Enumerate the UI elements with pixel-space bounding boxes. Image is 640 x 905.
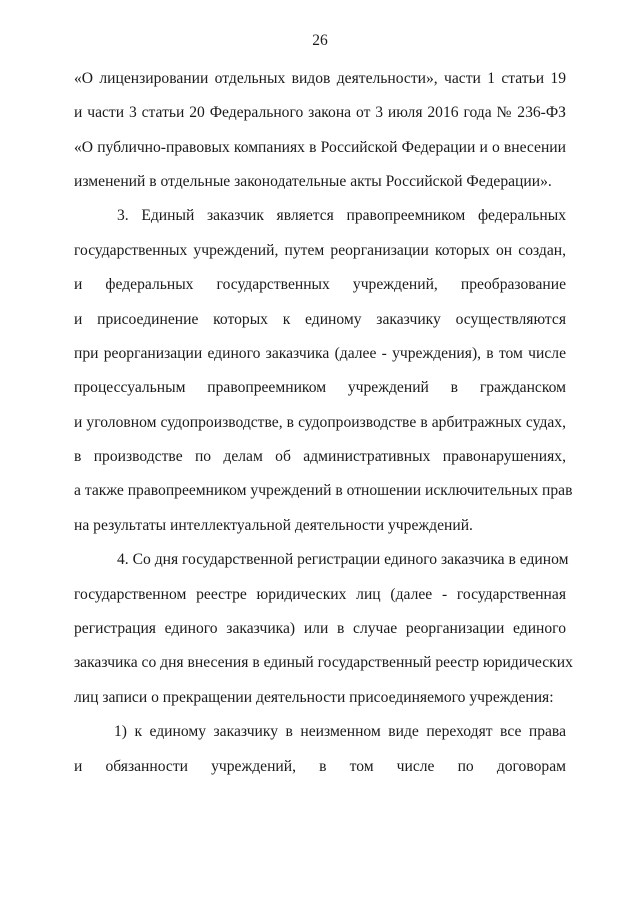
paragraph-start: 4. Со дня государственной регистрации единого заказчика в едином [117,551,569,568]
text-line: и присоединение которых к единому заказчику осуществляются [74,311,566,328]
text-line: и части 3 статьи 20 Федерального закона от 3 июля 2016 года № 236-ФЗ [74,104,566,121]
list-item-start: 1) к единому заказчику в неизменном виде переходят все права [114,723,566,740]
text-line: изменений в отдельные законодательные акты Российской Федерации». [74,173,552,190]
text-line: и федеральных государственных учреждений, преобразование [74,276,566,293]
text-line: в производстве по делам об административных правонарушениях, [74,448,566,465]
paragraph-start: 3. Единый заказчик является правопреемником федеральных [117,207,566,224]
text-line: и уголовном судопроизводстве, в судопроизводстве в арбитражных судах, [74,414,566,431]
text-line: «О лицензировании отдельных видов деятельности», части 1 статьи 19 [74,70,566,87]
text-line: при реорганизации единого заказчика (далее - учреждения), в том числе [74,345,566,362]
text-line: регистрация единого заказчика) или в случае реорганизации единого [74,620,566,637]
text-line: государственных учреждений, путем реорганизации которых он создан, [74,242,566,259]
text-line: лиц записи о прекращении деятельности присоединяемого учреждения: [74,689,554,706]
text-line: и обязанности учреждений, в том числе по договорам [74,758,566,775]
page-number: 26 [312,32,328,49]
text-line: на результаты интеллектуальной деятельности учреждений. [74,517,473,534]
text-line: процессуальным правопреемником учреждений в гражданском [74,379,566,396]
text-line: государственном реестре юридических лиц (далее - государственная [74,586,566,603]
text-line: заказчика со дня внесения в единый государственный реестр юридических [74,654,573,671]
text-line: а также правопреемником учреждений в отношении исключительных прав [74,482,573,499]
text-line: «О публично-правовых компаниях в Российской Федерации и о внесении [74,139,566,156]
